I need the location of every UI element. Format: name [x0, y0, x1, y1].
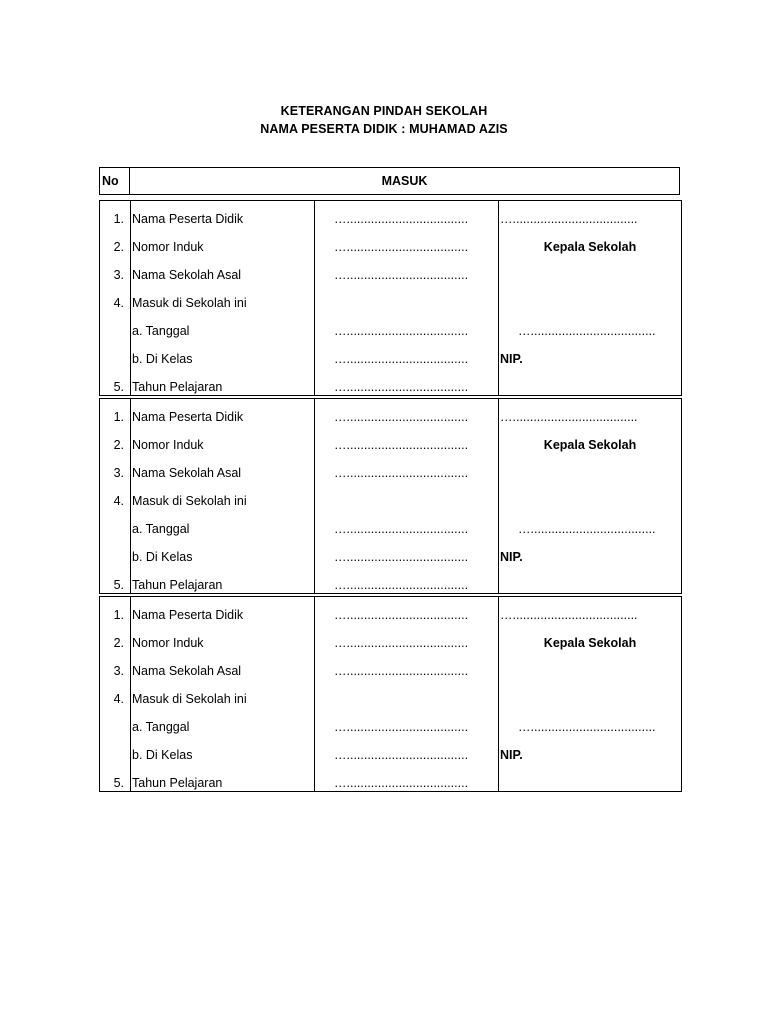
- signature-place-date-dots: …....................................: [500, 410, 638, 424]
- document-title: KETERANGAN PINDAH SEKOLAH: [280, 104, 488, 118]
- fill-in-dots: …...................................: [334, 380, 469, 394]
- fill-in-dots: …...................................: [334, 522, 469, 536]
- row-label: Tahun Pelajaran: [132, 578, 223, 592]
- fill-in-dots: …...................................: [334, 720, 469, 734]
- fill-in-dots: …...................................: [334, 212, 469, 226]
- row-label: Tahun Pelajaran: [132, 776, 223, 790]
- entry-block: [99, 200, 682, 396]
- signature-place-date-dots: …....................................: [500, 608, 638, 622]
- student-name-heading: NAMA PESERTA DIDIK : MUHAMAD AZIS: [260, 122, 508, 136]
- row-number: 5.: [113, 380, 124, 394]
- nip-label: NIP.: [500, 748, 523, 762]
- fill-in-dots: …...................................: [334, 466, 469, 480]
- header-no: No: [100, 168, 130, 194]
- fill-in-dots: …...................................: [334, 438, 469, 452]
- signature-title: Kepala Sekolah: [543, 636, 637, 650]
- row-label: b. Di Kelas: [132, 550, 193, 564]
- column-divider: [130, 399, 131, 593]
- column-divider: [498, 201, 499, 395]
- fill-in-dots: …...................................: [334, 352, 469, 366]
- signature-place-date-dots: …....................................: [500, 212, 638, 226]
- column-divider: [314, 399, 315, 593]
- nip-label: NIP.: [500, 352, 523, 366]
- fill-in-dots: …...................................: [334, 268, 469, 282]
- column-divider: [314, 201, 315, 395]
- fill-in-dots: …...................................: [334, 776, 469, 790]
- row-number: 3.: [113, 466, 124, 480]
- row-label: b. Di Kelas: [132, 748, 193, 762]
- fill-in-dots: …...................................: [334, 240, 469, 254]
- fill-in-dots: …...................................: [334, 550, 469, 564]
- signature-name-dots: …....................................: [518, 324, 656, 338]
- signature-name-dots: …....................................: [518, 522, 656, 536]
- table-header: [99, 167, 680, 195]
- nip-label: NIP.: [500, 550, 523, 564]
- row-number: 4.: [113, 296, 124, 310]
- signature-name-dots: …....................................: [518, 720, 656, 734]
- signature-title: Kepala Sekolah: [543, 240, 637, 254]
- row-number: 5.: [113, 578, 124, 592]
- row-label: b. Di Kelas: [132, 352, 193, 366]
- fill-in-dots: …...................................: [334, 608, 469, 622]
- row-label: Nama Sekolah Asal: [132, 664, 242, 678]
- row-number: 3.: [113, 664, 124, 678]
- entry-block: [99, 398, 682, 594]
- row-label: a. Tanggal: [132, 324, 190, 338]
- row-label: Nomor Induk: [132, 438, 204, 452]
- fill-in-dots: …...................................: [334, 748, 469, 762]
- row-label: Nama Peserta Didik: [132, 410, 244, 424]
- row-label: Nama Peserta Didik: [132, 608, 244, 622]
- row-number: 1.: [113, 212, 124, 226]
- column-divider: [130, 597, 131, 791]
- column-divider: [314, 597, 315, 791]
- fill-in-dots: …...................................: [334, 578, 469, 592]
- row-label: Nama Peserta Didik: [132, 212, 244, 226]
- row-label: Nama Sekolah Asal: [132, 268, 242, 282]
- row-number: 3.: [113, 268, 124, 282]
- entry-block: [99, 596, 682, 792]
- row-label: a. Tanggal: [132, 522, 190, 536]
- row-number: 4.: [113, 692, 124, 706]
- row-label: Tahun Pelajaran: [132, 380, 223, 394]
- row-number: 2.: [113, 438, 124, 452]
- row-label: Masuk di Sekolah ini: [132, 296, 247, 310]
- signature-title: Kepala Sekolah: [543, 438, 637, 452]
- row-label: Nomor Induk: [132, 636, 204, 650]
- header-masuk: MASUK: [381, 174, 428, 188]
- column-divider: [130, 201, 131, 395]
- row-number: 1.: [113, 608, 124, 622]
- row-label: Nama Sekolah Asal: [132, 466, 242, 480]
- row-number: 2.: [113, 636, 124, 650]
- column-divider: [498, 399, 499, 593]
- row-label: Masuk di Sekolah ini: [132, 494, 247, 508]
- fill-in-dots: …...................................: [334, 410, 469, 424]
- fill-in-dots: …...................................: [334, 664, 469, 678]
- column-divider: [498, 597, 499, 791]
- row-number: 4.: [113, 494, 124, 508]
- row-number: 1.: [113, 410, 124, 424]
- row-number: 2.: [113, 240, 124, 254]
- row-label: a. Tanggal: [132, 720, 190, 734]
- row-number: 5.: [113, 776, 124, 790]
- row-label: Masuk di Sekolah ini: [132, 692, 247, 706]
- row-label: Nomor Induk: [132, 240, 204, 254]
- fill-in-dots: …...................................: [334, 324, 469, 338]
- fill-in-dots: …...................................: [334, 636, 469, 650]
